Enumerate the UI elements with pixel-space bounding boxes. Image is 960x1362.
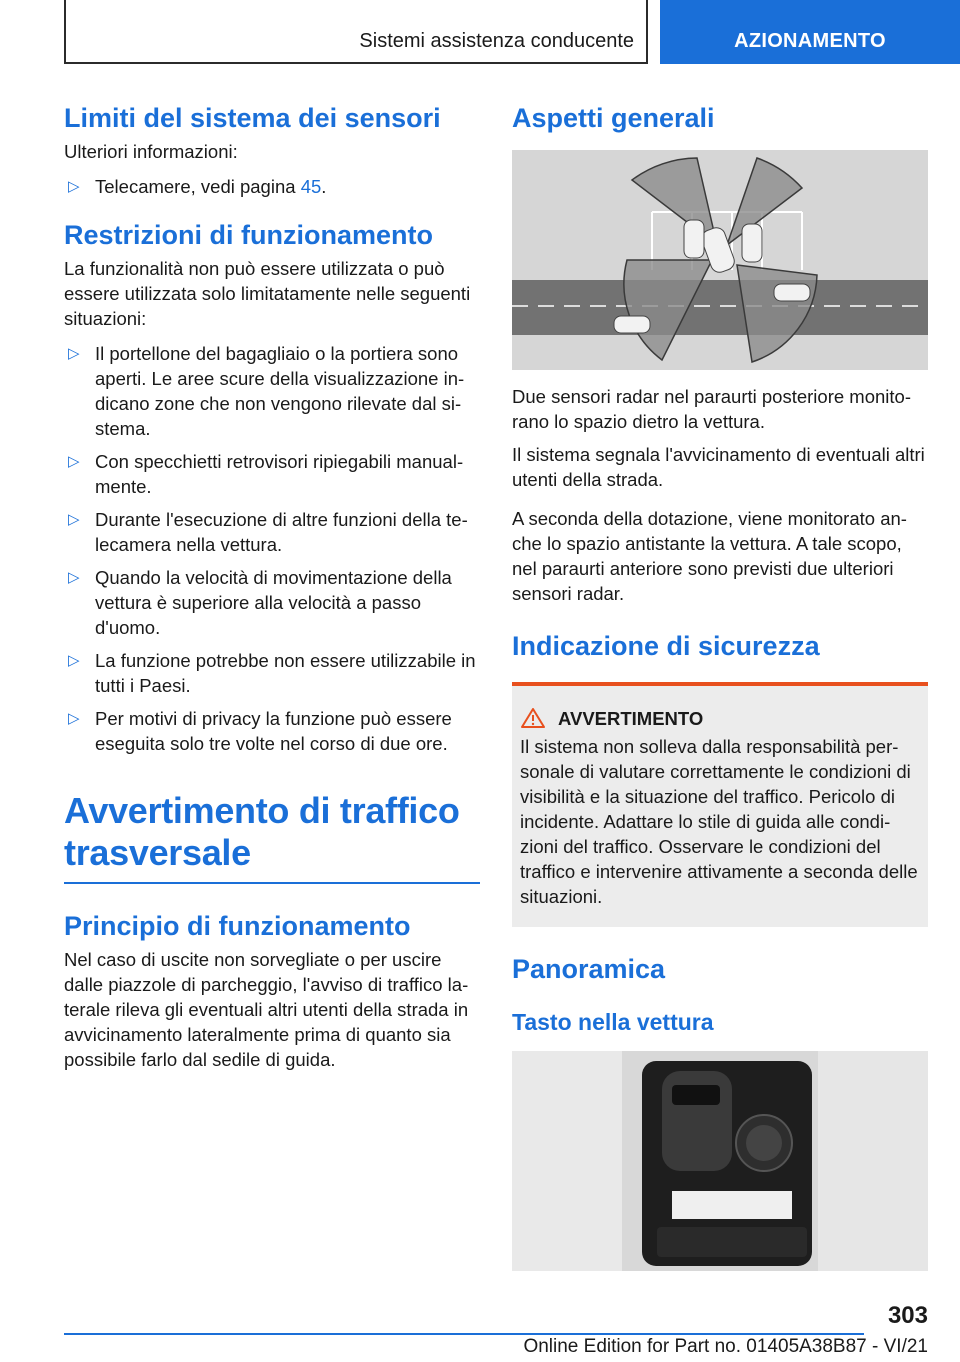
list-item (64, 706, 480, 756)
footer-divider (64, 1333, 864, 1335)
list-item-text: Con specchietti retrovisori ripiegabili manualmente. (95, 451, 464, 497)
header-section-tab (660, 0, 960, 64)
right-column (512, 100, 928, 1271)
heading-tasto: Tasto nella vettura (512, 1009, 714, 1035)
aspetti-paragraph-1: Due sensori radar nel paraurti posteriore monitorano lo spazio dietro la vettura. (512, 386, 911, 432)
restrizioni-list (64, 341, 480, 756)
list-item (64, 507, 480, 557)
warning-triangle-icon (520, 707, 546, 734)
left-column (64, 100, 480, 1072)
heading-avvertimento-line2: trasversale (64, 832, 251, 873)
triangle-right-icon: ▷ (68, 710, 80, 727)
header-chapter-tab (64, 0, 648, 64)
page-number: 303 (887, 1302, 928, 1329)
radar-diagram (512, 150, 928, 370)
heading-panoramica: Panoramica (512, 954, 666, 984)
warning-box (512, 682, 928, 927)
list-item-text: La funzione potrebbe non essere utilizzabile in tutti i Paesi. (95, 650, 476, 696)
triangle-right-icon: ▷ (68, 345, 80, 362)
restrizioni-intro: La funzionalità non può essere utilizzata o può essere utilizzata solo limitatamente nelle seguenti situazioni: (64, 258, 471, 329)
header-chapter-title: Sistemi assistenza conducente (359, 30, 634, 52)
list-item (64, 174, 480, 199)
section-divider (64, 882, 480, 884)
list-item (64, 648, 480, 698)
list-item-text: Il portellone del bagagliaio o la portiera sono aperti. Le aree scure della visualizzazione indicano zone che non vengono rilevate dal sistema. (95, 343, 465, 439)
center-console-illustration (512, 1051, 928, 1271)
warning-title-row (558, 708, 920, 730)
triangle-right-icon: ▷ (68, 511, 80, 528)
page-link-45[interactable]: 45 (300, 176, 322, 197)
list-item (64, 449, 480, 499)
warning-text: Il sistema non solleva dalla responsabilità personale di valutare correttamente le condizioni di visibilità e la situazione del traffico. Pericolo di incidente. Adattare lo stile di guida alle condizioni del traffico. Osservare le condizioni del traffico e intervenire attivamente a seconda delle situazioni. (520, 736, 918, 907)
heading-avvertimento-line1: Avvertimento di traffico (64, 790, 460, 831)
list-item-text: Per motivi di privacy la funzione può essere eseguita solo tre volte nel corso di due ore. (95, 708, 452, 754)
triangle-right-icon: ▷ (68, 178, 80, 195)
list-item (64, 341, 480, 441)
radar-coverage-illustration (512, 150, 928, 370)
heading-restrizioni: Restrizioni di funzionamento (64, 220, 433, 250)
footer-edition: Online Edition for Part no. 01405A38B87 - VI/21 (523, 1336, 928, 1357)
heading-limiti: Limiti del sistema dei sensori (64, 103, 441, 133)
triangle-right-icon: ▷ (68, 652, 80, 669)
limiti-item-text: Telecamere, vedi pagina (95, 176, 301, 197)
header-section-title: AZIONAMENTO (734, 30, 886, 52)
limiti-list (64, 174, 480, 199)
heading-aspetti: Aspetti generali (512, 103, 715, 133)
list-item-text: Quando la velocità di movimentazione della vettura è superiore alla velocità a passo d'uomo. (95, 567, 452, 638)
aspetti-paragraph-3: A seconda della dotazione, viene monitorato anche lo spazio antistante la vettura. A tale scopo, nel paraurti anteriore sono previsti due ulteriori sensori radar. (512, 508, 907, 604)
list-item-text: Durante l'esecuzione di altre funzioni della telecamera nella vettura. (95, 509, 468, 555)
limiti-item-end: . (321, 176, 327, 197)
triangle-right-icon: ▷ (68, 453, 80, 470)
list-item (64, 565, 480, 640)
triangle-right-icon: ▷ (68, 569, 80, 586)
heading-sicurezza: Indicazione di sicurezza (512, 631, 820, 661)
center-console-photo (512, 1051, 928, 1271)
aspetti-paragraph-2: Il sistema segnala l'avvicinamento di eventuali altri utenti della strada. (512, 444, 925, 490)
heading-principio: Principio di funzionamento (64, 910, 411, 941)
principio-text: Nel caso di uscite non sorvegliate o per uscire dalle piazzole di parcheggio, l'avviso di traffico laterale rileva gli eventuali altri utenti della strada in avvicinamento lateralmente prima di quanto sia possibile farlo dal sedile di guida. (64, 948, 469, 1070)
warning-title: AVVERTIMENTO (558, 708, 704, 729)
limiti-intro: Ulteriori informazioni: (64, 141, 238, 162)
